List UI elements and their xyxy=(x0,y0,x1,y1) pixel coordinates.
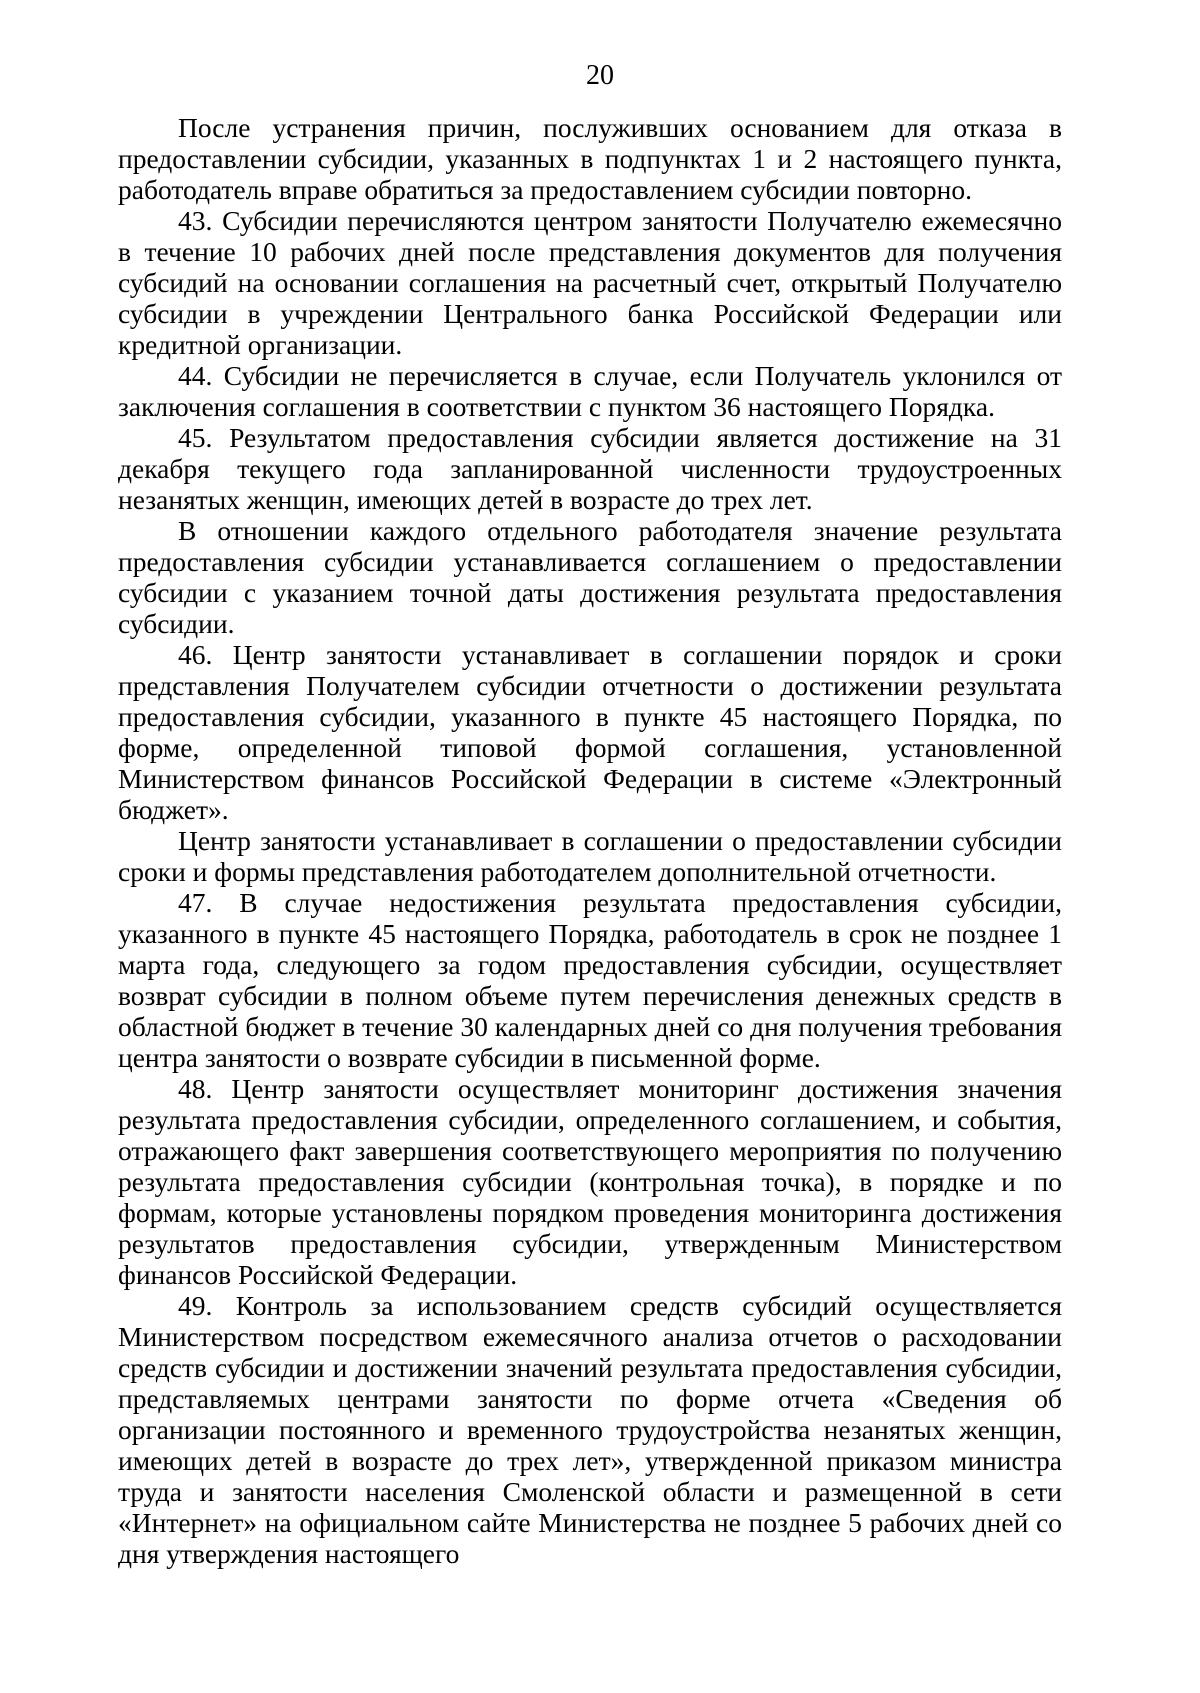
paragraph-44: 44. Субсидии не перечисляется в случае, если Получатель уклонился от заключения соглашения в соответствии с пунктом 36 настоящего Порядка. xyxy=(118,360,1062,422)
paragraph-after-refusal: После устранения причин, послуживших основанием для отказа в предоставлении субсидии, указанных в подпунктах 1 и 2 настоящего пункта, работодатель вправе обратиться за предоставлением субсидии повторно. xyxy=(118,112,1062,205)
paragraph-47: 47. В случае недостижения результата предоставления субсидии, указанного в пункте 45 настоящего Порядка, работодатель в срок не позднее 1 марта года, следующего за годом предоставления субсидии, осуществляет возврат субсидии в полном объеме путем перечисления денежных средств в областной бюджет в течение 30 календарных дней со дня получения требования центра занятости о возврате субсидии в письменной форме. xyxy=(118,887,1062,1073)
document-body xyxy=(118,112,1062,1569)
paragraph-46: 46. Центр занятости устанавливает в соглашении порядок и сроки представления Получателем субсидии отчетности о достижении результата предоставления субсидии, указанного в пункте 45 настоящего Порядка, по форме, определенной типовой формой соглашения, установленной Министерством финансов Российской Федерации в системе «Электронный бюджет». xyxy=(118,639,1062,825)
paragraph-48: 48. Центр занятости осуществляет мониторинг достижения значения результата предоставления субсидии, определенного соглашением, и события, отражающего факт завершения соответствующего мероприятия по получению результата предоставления субсидии (контрольная точка), в порядке и по формам, которые установлены порядком проведения мониторинга достижения результатов предоставления субсидии, утвержденным Министерством финансов Российской Федерации. xyxy=(118,1073,1062,1290)
page-number: 20 xyxy=(586,60,614,91)
paragraph-45: 45. Результатом предоставления субсидии является достижение на 31 декабря текущего года запланированной численности трудоустроенных незанятых женщин, имеющих детей в возрасте до трех лет. xyxy=(118,422,1062,515)
paragraph-49: 49. Контроль за использованием средств субсидий осуществляется Министерством посредством ежемесячного анализа отчетов о расходовании средств субсидии и достижении значений результата предоставления субсидии, представляемых центрами занятости по форме отчета «Сведения об организации постоянного и временного трудоустройства незанятых женщин, имеющих детей в возрасте до трех лет», утвержденной приказом министра труда и занятости населения Смоленской области и размещенной в сети «Интернет» на официальном сайте Министерства не позднее 5 рабочих дней со дня утверждения настоящего xyxy=(118,1290,1062,1569)
paragraph-45-employer-value: В отношении каждого отдельного работодателя значение результата предоставления субсидии устанавливается соглашением о предоставлении субсидии с указанием точной даты достижения результата предоставления субсидии. xyxy=(118,515,1062,639)
paragraph-46-additional-reporting: Центр занятости устанавливает в соглашении о предоставлении субсидии сроки и формы представления работодателем дополнительной отчетности. xyxy=(118,825,1062,887)
paragraph-43: 43. Субсидии перечисляются центром занятости Получателю ежемесячно в течение 10 рабочих дней после представления документов для получения субсидий на основании соглашения на расчетный счет, открытый Получателю субсидии в учреждении Центрального банка Российской Федерации или кредитной организации. xyxy=(118,205,1062,360)
